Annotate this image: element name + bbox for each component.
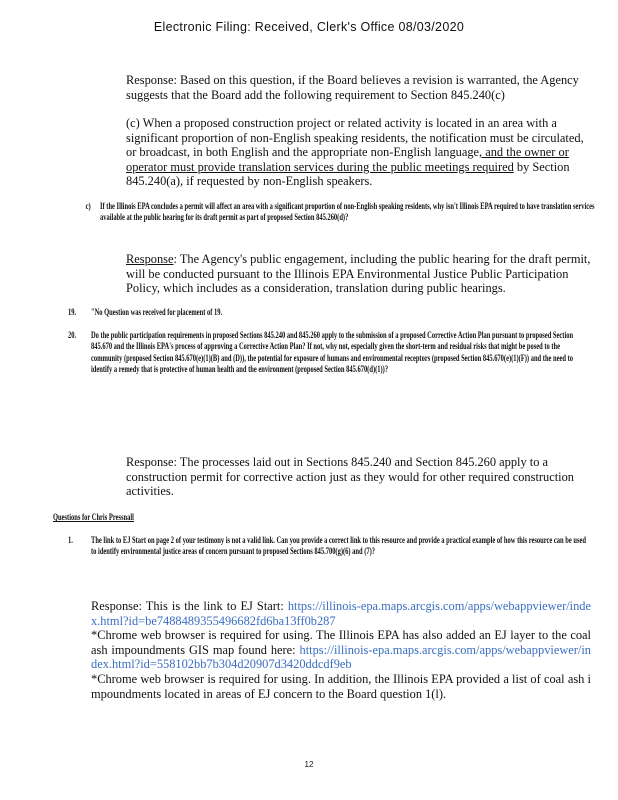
proposed-rule-text — [126, 116, 592, 189]
response-paragraph-1: Response: Based on this question, if the Board believes a revision is warranted, the Agency suggests that the Board add the following requirement to Section 845.240(c) — [126, 73, 579, 102]
question-c-text: If the Illinois EPA concludes a permit will affect an area with a significant proportion of non-English speaking residents, why isn't Illinois EPA required to have translation services available at the public hearing for its draft permit as part of proposed Section 845.260(d)? — [100, 201, 595, 223]
proposed-rule-text-underlined: , and the owner or operator must provide translation services during the public meetings required — [126, 145, 569, 174]
response-paragraph-3: Response: The processes laid out in Sections 845.240 and Section 845.260 apply to a construction permit for corrective action just as they would for other required construction activities. — [126, 455, 574, 499]
question-1-number: 1. — [67, 535, 73, 545]
response-2-text: : The Agency's public engagement, including the public hearing for the draft permit, will be conducted pursuant to the Illinois EPA Environmental Justice Public Participation Policy, which includes as a consideration, translation during public hearings. — [126, 252, 591, 296]
coal-ash-gis-link[interactable]: https://illinois-epa.maps.arcgis.com/apps/webappviewer/index.html?id=558102bb7b304d20907d3420ddcdf9eb — [91, 642, 591, 672]
response-2-label: Response — [126, 252, 174, 266]
response-paragraph-2 — [126, 252, 592, 296]
response-4-text-a: Response: This is the link to EJ Start: — [91, 599, 288, 613]
ej-start-link[interactable]: https://illinois-epa.maps.arcgis.com/apps/webappviewer/index.html?id=be7488489355496682fd6ba13ff0b287 — [91, 599, 591, 628]
filing-header: Electronic Filing: Received, Clerk's Office 08/03/2020 — [153, 20, 465, 34]
page-number: 12 — [304, 760, 314, 769]
question-20 — [67, 330, 588, 376]
response-paragraph-4 — [91, 599, 591, 701]
question-19-text: "No Question was received for placement of 19. — [91, 307, 223, 317]
response-4-text-c: *Chrome web browser is required for using. In addition, the Illinois EPA provided a list of coal ash impoundments located in areas of EJ concern to the Board question 1(l). — [91, 671, 591, 701]
proposed-rule-text-c: by Section 845.240(a), if requested by non-English speakers. — [126, 159, 570, 189]
question-19 — [67, 307, 595, 318]
question-1 — [67, 535, 588, 558]
question-20-text: Do the public participation requirements in proposed Sections 845.240 and 845.260 apply to the submission of a proposed Corrective Action Plan pursuant to proposed Section 845.670 and the Illinois EPA's process of approving a Corrective Action Plan? If not, why not, especially given the short-term and residual risks that might be posed to the community (proposed Section 845.670(e)(1)(B) and (D)), the potential for exposure of humans and environmental receptors (proposed Section 845.670(e)(1)(F)) and the need to identify a remedy that is protective of human health and the environment (proposed Section 845.670(d)(1))? — [91, 330, 574, 375]
question-c — [85, 201, 604, 224]
question-19-number: 19. — [67, 307, 77, 317]
proposed-rule-text-a: (c) When a proposed construction project or related activity is located in an area with a significant proportion of non-English speaking residents, the notification must be circulated, or broadcast, in both English and the appropriate non-English language — [126, 116, 584, 160]
question-20-number: 20. — [67, 330, 77, 340]
response-4-text-b: *Chrome web browser is required for using. The Illinois EPA has also added an EJ layer to the coal ash impoundments GIS map found here: — [91, 628, 591, 657]
section-heading: Questions for Chris Pressnall — [53, 512, 134, 522]
question-1-text: The link to EJ Start on page 2 of your testimony is not a valid link. Can you provide a correct link to this resource and provide a practical example of how this resource can be used to identify environmental justice areas of concern pursuant to proposed Sections 845.700(g)(6) and (7)? — [91, 535, 586, 557]
question-c-label: c) — [85, 201, 91, 211]
